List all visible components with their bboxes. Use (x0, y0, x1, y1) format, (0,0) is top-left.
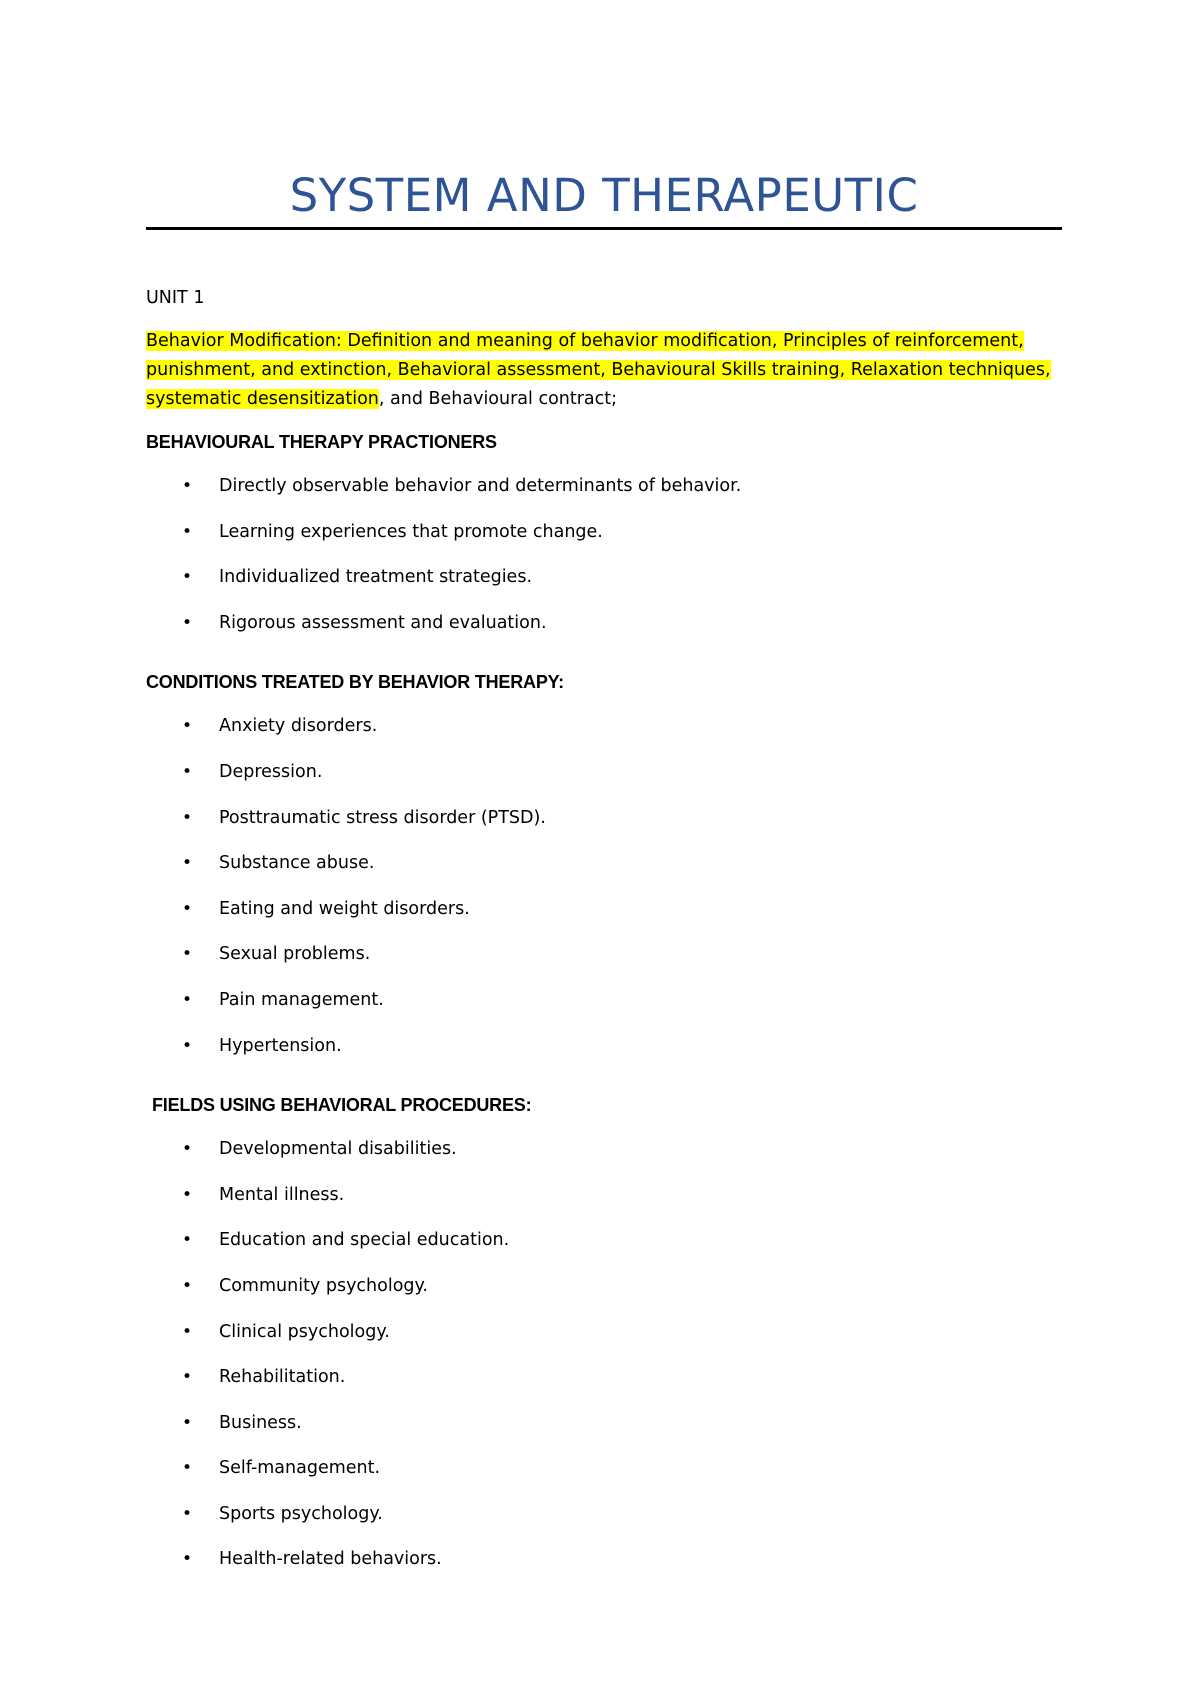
list-item-text: Pain management. (219, 989, 384, 1010)
bullet-icon: • (182, 1275, 193, 1296)
bullet-icon: • (182, 1503, 193, 1524)
list-item-text: Mental illness. (219, 1184, 345, 1205)
list-item (146, 1032, 1066, 1078)
section-heading-practitioners: BEHAVIOURAL THERAPY PRACTIONERS (146, 432, 497, 452)
list-item (146, 1181, 1066, 1227)
list-item (146, 1454, 1066, 1500)
list-item-text: Anxiety disorders. (219, 716, 378, 737)
list-item (146, 518, 1066, 564)
document-body (146, 284, 1066, 1605)
highlighted-text: Behavior Modification: Definition and meaning of behavior modification, Principles of reinforcement, (146, 331, 1024, 351)
bullet-list-conditions (146, 712, 1066, 1077)
intro-paragraph (146, 327, 1066, 414)
list-item-text: Sexual problems. (219, 944, 371, 965)
bullet-icon: • (182, 521, 193, 542)
list-item (146, 1409, 1066, 1455)
list-item (146, 1545, 1066, 1591)
list-item-text: Directly observable behavior and determinants of behavior. (219, 476, 742, 496)
bullet-icon: • (182, 898, 193, 919)
title-underline-rule (146, 227, 1062, 230)
list-item-text: Sports psychology. (219, 1503, 383, 1524)
bullet-icon: • (182, 761, 193, 782)
bullet-icon: • (182, 1367, 193, 1388)
list-item (146, 940, 1066, 986)
bullet-icon: • (182, 1035, 193, 1056)
bullet-list-practitioners (146, 472, 1066, 654)
list-item-text: Hypertension. (219, 1035, 342, 1056)
bullet-icon: • (182, 989, 193, 1010)
list-item (146, 1272, 1066, 1318)
list-item-text: Developmental disabilities. (219, 1139, 457, 1160)
list-item (146, 1363, 1066, 1409)
bullet-icon: • (182, 1230, 193, 1251)
list-item (146, 895, 1066, 941)
list-item-text: Education and special education. (219, 1230, 510, 1251)
bullet-icon: • (182, 567, 193, 588)
bullet-icon: • (182, 1184, 193, 1205)
list-item (146, 472, 1066, 518)
list-item (146, 986, 1066, 1032)
bullet-icon: • (182, 1549, 193, 1570)
list-item (146, 712, 1066, 758)
section-heading-fields: FIELDS USING BEHAVIORAL PROCEDURES: (152, 1095, 532, 1116)
list-item (146, 563, 1066, 609)
list-item-text: Learning experiences that promote change. (219, 521, 603, 542)
bullet-icon: • (182, 1139, 193, 1160)
list-item-text: Posttraumatic stress disorder (PTSD). (219, 807, 546, 828)
list-item-text: Individualized treatment strategies. (219, 567, 533, 588)
unit-label: UNIT 1 (146, 288, 205, 308)
list-item (146, 758, 1066, 804)
section-heading-conditions: CONDITIONS TREATED BY BEHAVIOR THERAPY: (146, 672, 564, 693)
highlighted-text: punishment, and extinction, Behavioral assessment, Behavioural Skills training, Relaxation (146, 360, 949, 380)
list-item (146, 1318, 1066, 1364)
list-item (146, 1500, 1066, 1546)
list-item (146, 1226, 1066, 1272)
bullet-icon: • (182, 476, 193, 496)
highlighted-text: techniques, systematic desensitization (146, 360, 1051, 409)
list-item (146, 804, 1066, 850)
list-item-text: Eating and weight disorders. (219, 898, 470, 919)
list-item (146, 609, 1066, 655)
bullet-icon: • (182, 1412, 193, 1433)
bullet-icon: • (182, 1321, 193, 1342)
document-title: SYSTEM AND THERAPEUTIC (289, 169, 919, 222)
bullet-icon: • (182, 807, 193, 828)
list-item-text: Rehabilitation. (219, 1367, 346, 1388)
list-item-text: Business. (219, 1412, 302, 1433)
list-item-text: Health-related behaviors. (219, 1549, 442, 1570)
list-item (146, 849, 1066, 895)
list-item-text: Depression. (219, 761, 323, 782)
list-item-text: Clinical psychology. (219, 1321, 390, 1342)
bullet-icon: • (182, 853, 193, 874)
bullet-icon: • (182, 716, 193, 737)
list-item-text: Self-management. (219, 1458, 381, 1479)
bullet-list-fields (146, 1135, 1066, 1591)
bullet-icon: • (182, 944, 193, 965)
intro-plain-text: , and Behavioural contract; (378, 389, 618, 409)
list-item-text: Rigorous assessment and evaluation. (219, 612, 547, 633)
list-item-text: Substance abuse. (219, 853, 375, 874)
bullet-icon: • (182, 612, 193, 633)
list-item (146, 1135, 1066, 1181)
bullet-icon: • (182, 1458, 193, 1479)
list-item-text: Community psychology. (219, 1275, 428, 1296)
